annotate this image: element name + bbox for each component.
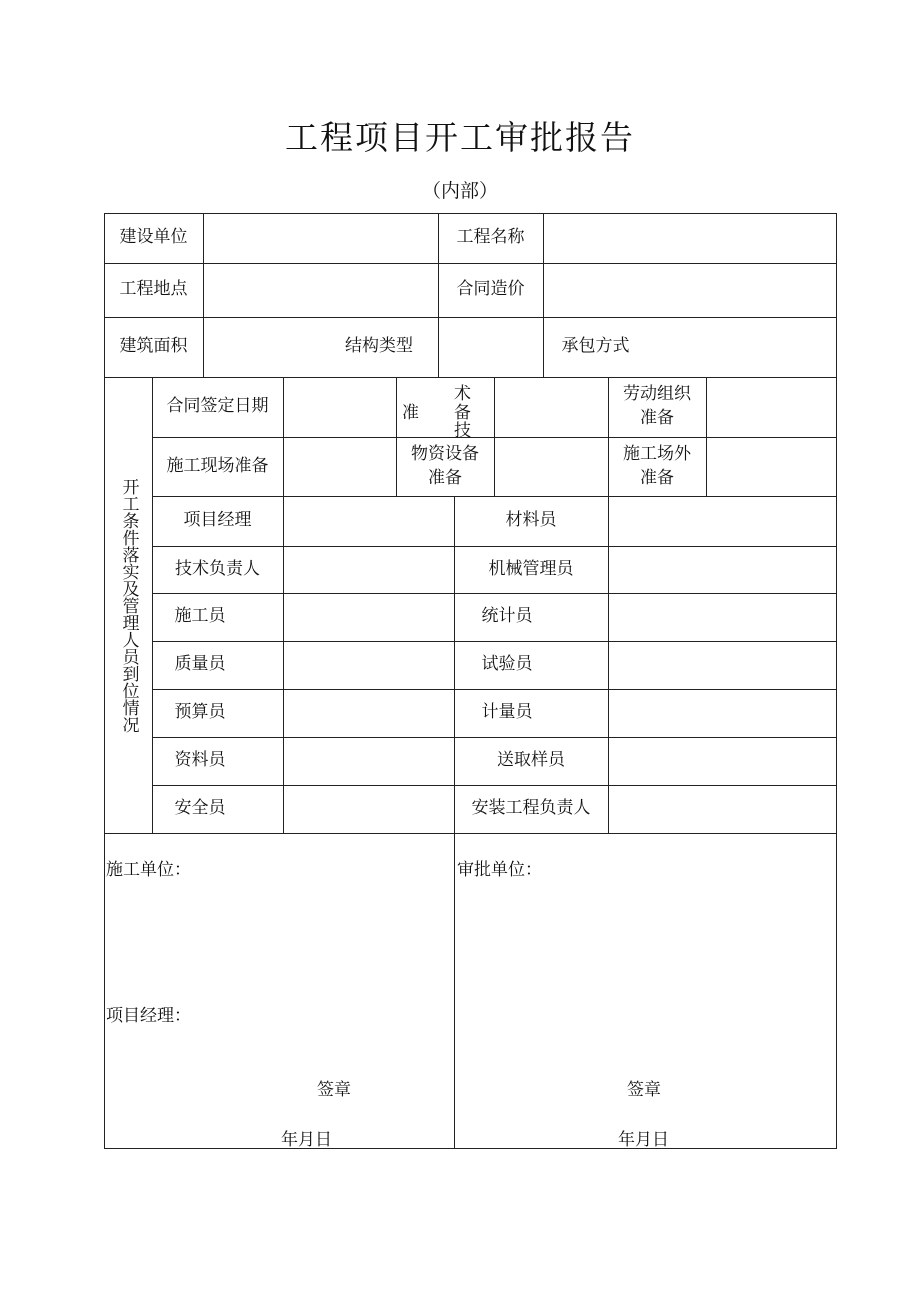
staff-left-safety-officer: 安全员 [174, 798, 226, 819]
offsite-prep-line2: 准备 [640, 467, 674, 488]
staff-right-installation-lead: 安装工程负责人 [471, 798, 591, 819]
staff-left-construction-worker: 施工员 [174, 606, 226, 627]
label-labor-org-prep [608, 377, 706, 437]
staff-left-tech-lead: 技术负责人 [175, 558, 260, 579]
label-construction-unit: 建设单位 [119, 227, 188, 248]
label-offsite-prep [608, 437, 706, 496]
material-equip-line1: 物资设备 [411, 443, 479, 464]
tech-prep-char-1: 术 [454, 384, 471, 404]
labor-org-line2: 准备 [640, 408, 674, 428]
approver-unit-label: 审批单位： [457, 860, 542, 880]
label-project-location: 工程地点 [119, 279, 188, 300]
builder-unit-label: 施工单位： [106, 860, 191, 880]
page-subtitle: （内部） [421, 180, 498, 202]
label-structure-type: 结构类型 [345, 336, 413, 357]
page-title: 工程项目开工审批报告 [285, 118, 635, 157]
label-contract-mode: 承包方式 [561, 336, 630, 357]
staff-right-tester: 试验员 [481, 654, 533, 675]
tech-prep-char-2: 备 [454, 403, 471, 423]
date-right: 年月日 [618, 1130, 669, 1150]
staff-left-quality-officer: 质量员 [174, 654, 226, 675]
label-material-equip-prep [396, 437, 494, 496]
staff-left-document-clerk: 资料员 [174, 750, 226, 771]
staff-right-measurer: 计量员 [481, 702, 533, 723]
tech-prep-zhun: 准 [402, 403, 419, 423]
staff-right-statistician: 统计员 [481, 606, 533, 627]
tech-prep-char-3: 技 [454, 421, 471, 441]
staff-right-machinery-manager: 机械管理员 [488, 558, 574, 579]
staff-left-budget-officer: 预算员 [174, 702, 226, 723]
label-site-prep: 施工现场准备 [166, 455, 269, 476]
conditions-side-label: 开工条件落实及管理人员到位情况 [118, 478, 139, 733]
staff-left-project-manager: 项目经理 [183, 510, 252, 531]
label-contract-sign-date: 合同签定日期 [166, 396, 269, 417]
label-contract-price: 合同造价 [456, 279, 525, 300]
label-building-area: 建筑面积 [119, 336, 188, 357]
material-equip-line2: 准备 [428, 467, 462, 488]
project-manager-label: 项目经理： [106, 1006, 191, 1026]
staff-right-material-clerk: 材料员 [505, 510, 557, 531]
offsite-prep-line1: 施工场外 [623, 443, 691, 464]
labor-org-line1: 劳动组织 [623, 384, 691, 405]
seal-left: 签章 [317, 1080, 351, 1100]
label-project-name: 工程名称 [456, 227, 525, 248]
date-left: 年月日 [281, 1130, 332, 1150]
staff-right-sample-courier: 送取样员 [497, 750, 565, 771]
seal-right: 签章 [627, 1080, 661, 1100]
